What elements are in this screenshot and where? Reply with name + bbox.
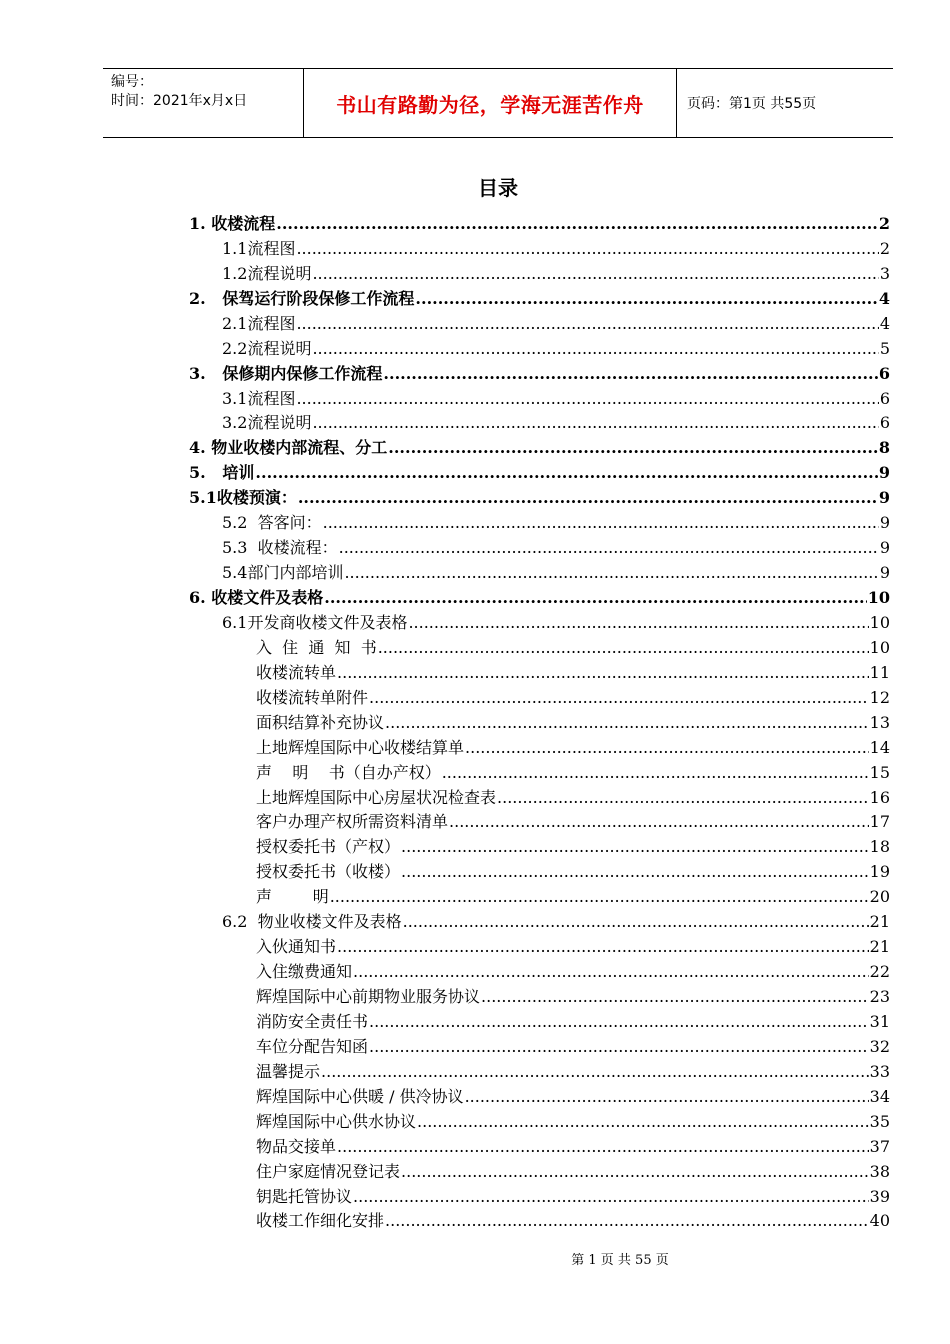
- toc-leader-dots: [369, 1012, 869, 1032]
- toc-entry-title: 5.2 答客问：: [222, 513, 322, 533]
- toc-entry-page: 10: [869, 612, 890, 632]
- toc-entry-title: 1.2流程说明: [222, 263, 312, 283]
- toc-entry-page: 9: [878, 463, 890, 483]
- toc-entry-title: 温馨提示: [256, 1061, 321, 1081]
- toc-leader-dots: [312, 339, 878, 359]
- toc-entry[interactable]: [0, 458, 890, 483]
- toc-entry-page: 15: [869, 762, 890, 782]
- toc-entry-page: 8: [878, 438, 890, 458]
- toc-leader-dots: [383, 364, 877, 384]
- toc-entry-title: 6.1开发商收楼文件及表格: [222, 612, 408, 632]
- toc-entry[interactable]: [0, 1057, 890, 1082]
- toc-entry-title: 4. 物业收楼内部流程、分工: [189, 438, 388, 458]
- toc-entry-page: 9: [878, 488, 890, 508]
- header-page-label: 页码：第1页 共55页: [687, 96, 817, 112]
- toc-entry-title: 1. 收楼流程: [189, 213, 276, 233]
- toc-leader-dots: [415, 289, 877, 309]
- toc-leader-dots: [337, 1137, 869, 1157]
- toc-entry-title: 1.1流程图: [222, 238, 296, 258]
- toc-entry[interactable]: [0, 309, 890, 334]
- header-meta-cell: [103, 69, 304, 137]
- toc-entry[interactable]: [0, 808, 890, 833]
- toc-entry-title: 钥匙托管协议: [256, 1186, 353, 1206]
- toc-entry-page: 6: [879, 388, 890, 408]
- toc-entry-title: 入 住 通 知 书: [256, 637, 377, 657]
- toc-entry-title: 2.1流程图: [222, 313, 296, 333]
- toc-entry[interactable]: [0, 957, 890, 982]
- toc-leader-dots: [321, 1062, 869, 1082]
- toc-entry[interactable]: [0, 832, 890, 857]
- toc-entry-page: 23: [869, 987, 890, 1006]
- toc-leader-dots: [276, 214, 878, 234]
- toc-leader-dots: [417, 1112, 869, 1132]
- toc-entry[interactable]: [0, 359, 890, 384]
- toc-leader-dots: [337, 663, 869, 683]
- toc-leader-dots: [388, 438, 878, 458]
- header-table: [103, 68, 893, 138]
- toc-leader-dots: [385, 1211, 869, 1231]
- toc-entry-page: 6: [878, 363, 890, 383]
- toc-leader-dots: [369, 688, 869, 708]
- toc-leader-dots: [323, 513, 879, 533]
- toc-entry[interactable]: [0, 234, 890, 259]
- toc-entry[interactable]: [0, 708, 890, 733]
- toc-leader-dots: [465, 738, 869, 758]
- toc-entry[interactable]: [0, 907, 890, 932]
- toc-entry-page: 13: [869, 712, 890, 732]
- toc-entry-title: 5.4部门内部培训: [222, 563, 344, 583]
- toc-entry[interactable]: [0, 483, 890, 508]
- toc-entry[interactable]: [0, 284, 890, 309]
- toc-entry-title: 辉煌国际中心供水协议: [256, 1111, 417, 1131]
- toc-entry-page: 37: [869, 1136, 890, 1156]
- toc-entry-title: 面积结算补充协议: [256, 712, 385, 732]
- toc-leader-dots: [312, 264, 878, 284]
- toc-entry-page: 2: [878, 213, 890, 233]
- toc-entry[interactable]: [0, 1032, 890, 1057]
- toc-entry[interactable]: [0, 1207, 890, 1232]
- toc-entry[interactable]: [0, 758, 890, 783]
- toc-leader-dots: [497, 788, 869, 808]
- toc-entry[interactable]: [0, 558, 890, 583]
- toc-entry-title: 住户家庭情况登记表: [256, 1161, 401, 1181]
- toc-entry-page: 35: [869, 1111, 890, 1131]
- toc-entry-title: 5.1收楼预演：: [189, 488, 297, 508]
- toc-leader-dots: [330, 887, 869, 907]
- toc-entry[interactable]: [0, 633, 890, 658]
- toc-entry-title: 声 明 书（自办产权）: [256, 762, 441, 782]
- toc-entry-page: 6: [879, 413, 890, 433]
- toc-entry-title: 收楼流转单附件: [256, 687, 369, 707]
- toc-entry-page: 9: [879, 563, 890, 583]
- toc-leader-dots: [296, 389, 878, 409]
- toc-entry[interactable]: [0, 882, 890, 907]
- toc-entry-title: 物品交接单: [256, 1136, 337, 1156]
- toc-leader-dots: [298, 488, 878, 508]
- toc-leader-dots: [465, 1087, 869, 1107]
- toc-entry-title: 6. 收楼文件及表格: [189, 588, 324, 607]
- toc-entry[interactable]: [0, 533, 890, 558]
- toc-entry-page: 11: [869, 662, 890, 682]
- toc-entry[interactable]: [0, 658, 890, 683]
- toc-entry[interactable]: [0, 1157, 890, 1182]
- toc-leader-dots: [385, 713, 869, 733]
- toc-entry[interactable]: [0, 857, 890, 882]
- toc-leader-dots: [324, 588, 866, 608]
- toc-entry-page: 9: [879, 538, 890, 558]
- toc-entry[interactable]: [0, 1007, 890, 1032]
- toc-entry-title: 3.2流程说明: [222, 413, 312, 433]
- toc-leader-dots: [337, 937, 869, 957]
- document-number-label: 编号：: [111, 74, 153, 90]
- toc-leader-dots: [378, 638, 869, 658]
- toc-entry[interactable]: [0, 583, 890, 608]
- toc-entry-page: 18: [869, 837, 890, 857]
- toc-leader-dots: [481, 987, 869, 1007]
- toc-entry-page: 32: [869, 1036, 890, 1056]
- toc-entry-page: 34: [869, 1086, 890, 1106]
- toc-entry-page: 21: [869, 912, 890, 932]
- toc-entry-title: 6.2 物业收楼文件及表格: [222, 912, 402, 932]
- toc-entry-page: 33: [869, 1061, 890, 1081]
- toc-entry-title: 收楼流转单: [256, 662, 337, 682]
- toc-entry-page: 10: [867, 588, 890, 607]
- toc-leader-dots: [403, 912, 869, 932]
- toc-entry-page: 20: [869, 887, 890, 907]
- toc-entry-title: 5.3 收楼流程：: [222, 538, 338, 558]
- toc-leader-dots: [442, 763, 869, 783]
- toc-entry-page: 10: [869, 637, 890, 657]
- toc-entry[interactable]: [0, 384, 890, 409]
- toc-leader-dots: [344, 563, 878, 583]
- toc-entry-page: 2: [879, 238, 890, 258]
- toc-entry-page: 14: [869, 737, 890, 757]
- toc-entry-page: 21: [869, 937, 890, 957]
- toc-entry[interactable]: [0, 334, 890, 359]
- toc-entry[interactable]: [0, 259, 890, 284]
- toc-entry-title: 2. 保驾运行阶段保修工作流程: [189, 288, 415, 308]
- toc-entry-page: 31: [869, 1011, 890, 1031]
- toc-leader-dots: [401, 1162, 869, 1182]
- toc-entry-title: 授权委托书（收楼）: [256, 862, 401, 882]
- toc-entry[interactable]: [0, 1182, 890, 1207]
- toc-entry-title: 收楼工作细化安排: [256, 1211, 385, 1231]
- toc-entry-title: 上地辉煌国际中心收楼结算单: [256, 737, 465, 757]
- toc-entry[interactable]: [0, 508, 890, 533]
- toc-entry-title: 辉煌国际中心前期物业服务协议: [256, 987, 481, 1006]
- toc-entry-page: 4: [879, 313, 890, 333]
- toc-leader-dots: [255, 463, 877, 483]
- toc-leader-dots: [369, 1037, 869, 1057]
- toc-leader-dots: [401, 862, 869, 882]
- toc-leader-dots: [408, 613, 868, 633]
- toc-entry[interactable]: [0, 982, 890, 1007]
- toc-entry-title: 5. 培训: [189, 463, 255, 483]
- toc-entry[interactable]: [0, 409, 890, 434]
- toc-entry[interactable]: [0, 1107, 890, 1132]
- toc-entry-title: 客户办理产权所需资料清单: [256, 812, 449, 832]
- toc-entry-title: 声 明: [256, 887, 329, 907]
- header-motto: 书山有路勤为径，学海无涯苦作舟: [304, 69, 677, 137]
- page-footer: 第 1 页 共 55 页: [571, 1253, 669, 1268]
- toc-entry-page: 17: [869, 812, 890, 832]
- toc-entry-page: 40: [869, 1211, 890, 1231]
- toc-entry-page: 3: [879, 263, 890, 283]
- toc-leader-dots: [339, 538, 879, 558]
- toc-entry[interactable]: [0, 733, 890, 758]
- toc-entry-title: 辉煌国际中心供暖 / 供冷协议: [256, 1086, 464, 1106]
- toc-entry-page: 22: [869, 962, 890, 982]
- toc-entry-page: 16: [869, 787, 890, 807]
- toc-entry-page: 19: [869, 862, 890, 882]
- toc-entry-page: 39: [869, 1186, 890, 1206]
- toc-entry-title: 入伙通知书: [256, 937, 337, 957]
- toc-entry-title: 授权委托书（产权）: [256, 837, 401, 857]
- toc-entry-title: 2.2流程说明: [222, 338, 312, 358]
- toc-entry[interactable]: [0, 1132, 890, 1157]
- toc-leader-dots: [296, 239, 878, 259]
- toc-entry[interactable]: [0, 433, 890, 458]
- toc-entry[interactable]: [0, 783, 890, 808]
- toc-entry-title: 车位分配告知函: [256, 1036, 369, 1056]
- table-of-contents: [0, 209, 950, 1231]
- toc-entry-page: 9: [879, 513, 890, 533]
- toc-entry[interactable]: [0, 1082, 890, 1107]
- toc-leader-dots: [353, 962, 869, 982]
- toc-entry-title: 3. 保修期内保修工作流程: [189, 363, 383, 383]
- toc-entry-page: 38: [869, 1161, 890, 1181]
- toc-entry-page: 5: [879, 338, 890, 358]
- toc-leader-dots: [312, 413, 878, 433]
- toc-entry[interactable]: [0, 608, 890, 633]
- toc-leader-dots: [296, 314, 878, 334]
- toc-entry[interactable]: [0, 209, 890, 234]
- toc-entry-page: 12: [869, 687, 890, 707]
- toc-entry[interactable]: [0, 932, 890, 957]
- document-time-label: 时间：2021年x月x日: [111, 93, 248, 109]
- toc-entry-title: 消防安全责任书: [256, 1011, 369, 1031]
- toc-title: 目录: [478, 176, 518, 200]
- toc-entry-title: 入住缴费通知: [256, 962, 353, 982]
- toc-entry-title: 上地辉煌国际中心房屋状况检查表: [256, 787, 497, 807]
- toc-leader-dots: [353, 1187, 869, 1207]
- toc-leader-dots: [449, 812, 869, 832]
- toc-entry-title: 3.1流程图: [222, 388, 296, 408]
- toc-entry[interactable]: [0, 683, 890, 708]
- toc-entry-page: 4: [878, 288, 890, 308]
- toc-leader-dots: [401, 837, 869, 857]
